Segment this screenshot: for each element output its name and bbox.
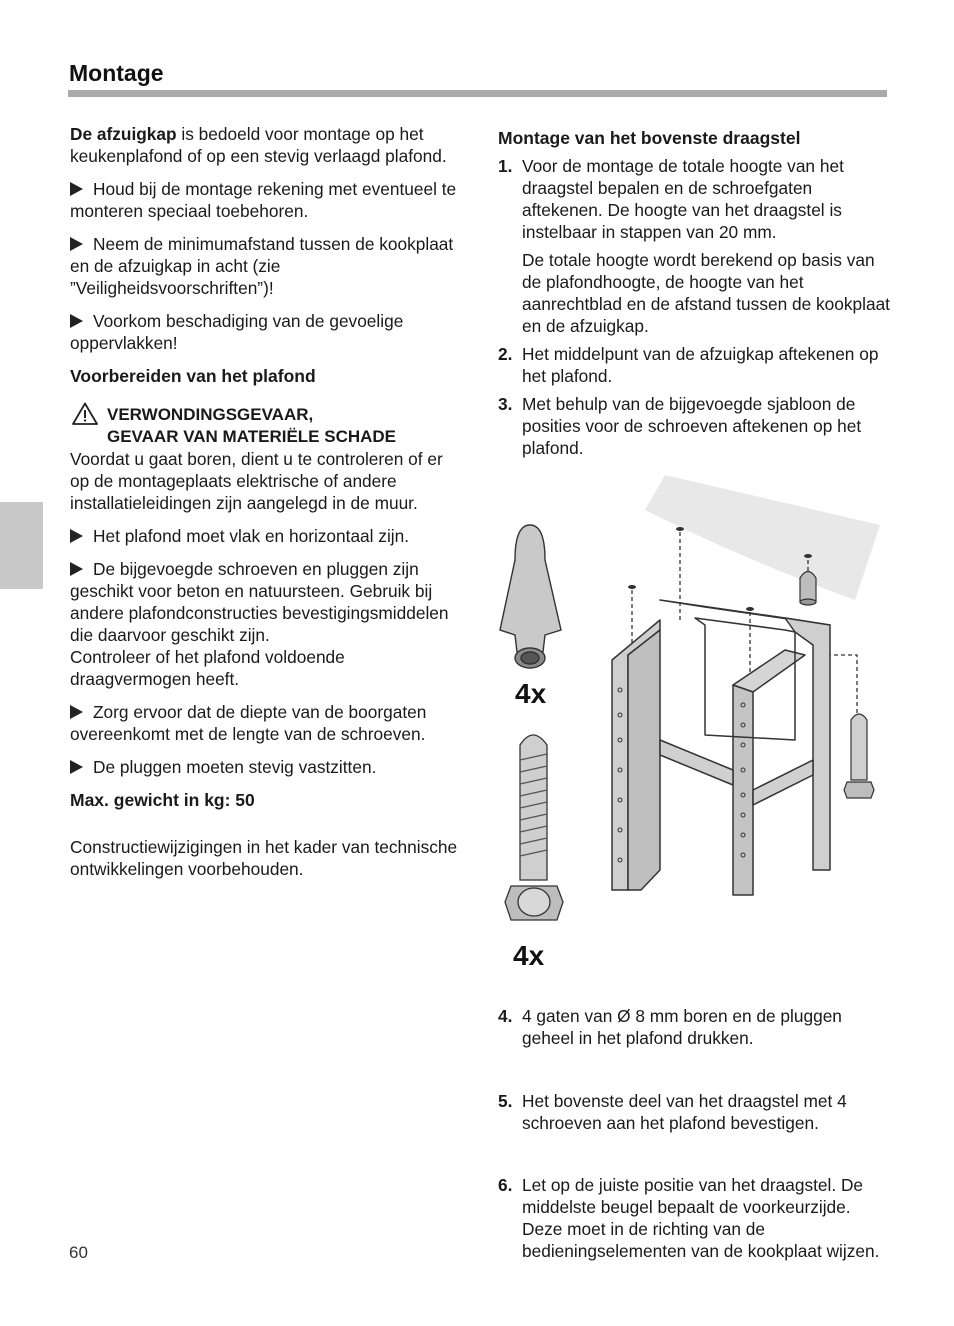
page-title: Montage [69,60,164,86]
arrow-right-icon [70,529,83,543]
step-1 [498,155,890,337]
arrow-right-icon [70,705,83,719]
arrow-right-icon [70,314,83,328]
warning-block [70,404,465,448]
note-5 [70,558,465,646]
step-extra-text: De totale hoogte wordt berekend op basis van de plafondhoogte, de hoogte van het aanrechtblad en de afstand tussen de kookplaat en de afzuigkap. [522,250,890,336]
right-heading: Montage van het bovenste draagstel [498,128,801,148]
step-text: Met behulp van de bijgevoegde sjabloon de posities voor de schroeven aftekenen op het plafond. [522,394,862,458]
step-number: 5. [498,1090,513,1111]
note-text: Neem de minimumafstand tussen de kookplaat en de afzuigkap in acht (zie ”Veiligheidsvoorschriften”)! [70,234,454,298]
note-5-extra: Controleer of het plafond voldoende draagvermogen heeft. [70,647,345,689]
screw-small [844,714,874,798]
note-3 [70,310,465,354]
title-rule [68,90,887,97]
arrow-right-icon [70,562,83,576]
note-4 [70,525,465,547]
warning-line-1: VERWONDINGSGEVAAR, [107,405,314,424]
step-text: Let op de juiste positie van het draagstel. De middelste beugel bepaalt de voorkeurzijde. Deze moet in de richting van de bedieningselementen van de kookplaat wijzen. [522,1175,880,1262]
step-2 [498,343,890,387]
plug-small [800,572,816,606]
support-frame [612,600,830,895]
note-6 [70,701,465,745]
screw-large [505,735,563,920]
max-weight: Max. gewicht in kg: 50 [70,790,255,810]
step-3 [498,393,890,459]
step-number: 2. [498,344,513,364]
arrow-right-icon [70,182,83,196]
step-4 [498,1005,890,1049]
note-2 [70,233,465,299]
note-text: De bijgevoegde schroeven en pluggen zijn geschikt voor beton en natuursteen. Gebruik bij andere plafondconstructies bevestigingsmiddelen die daarvoor geschikt zijn. [70,559,449,645]
warning-line-2: GEVAAR VAN MATERIËLE SCHADE [107,427,397,446]
step-text: Het middelpunt van de afzuigkap aftekenen op het plafond. [522,344,879,386]
step-number: 4. [498,1006,513,1027]
warning-text: Voordat u gaat boren, dient u te controleren of er op de montageplaats elektrische of andere installatieleidingen zijn aangelegd in de muur. [70,449,443,513]
step-text: 4 gaten van Ø 8 mm boren en de pluggen geheel in het plafond drukken. [522,1006,842,1049]
note-text: Voorkom beschadiging van de gevoelige oppervlakken! [70,311,404,353]
step-text: Het bovenste deel van het draagstel met 4 schroeven aan het plafond bevestigen. [522,1090,847,1133]
note-text: Zorg ervoor dat de diepte van de boorgaten overeenkomt met de lengte van de schroeven. [70,702,427,744]
note-text: Het plafond moet vlak en horizontaal zijn. [93,526,410,546]
intro-text: is bedoeld voor montage op het keukenplafond of op een stevig verlaagd plafond. [70,124,447,166]
intro-paragraph [70,123,465,167]
intro-bold: De afzuigkap [70,124,177,144]
step-number: 3. [498,394,513,414]
note-7 [70,756,465,778]
step-6 [498,1174,890,1262]
note-text: Houd bij de montage rekening met eventueel te monteren speciaal toebehoren. [70,179,457,221]
step-number: 6. [498,1175,513,1196]
mounting-illustration [495,470,895,980]
page-number: 60 [69,1243,88,1262]
section-heading: Voorbereiden van het plafond [70,366,316,386]
left-column [70,123,465,880]
footer-note: Constructiewijzigingen in het kader van technische ontwikkelingen voorbehouden. [70,837,458,879]
note-text: De pluggen moeten stevig vastzitten. [93,757,377,777]
figure-label-plugs: 4x [515,678,547,709]
warning-icon [72,402,98,425]
arrow-right-icon [70,237,83,251]
side-tab [0,502,43,589]
figure-label-screws: 4x [513,940,545,971]
step-number: 1. [498,156,513,176]
note-1 [70,178,465,222]
step-5 [498,1090,890,1134]
right-column [498,127,890,459]
arrow-right-icon [70,760,83,774]
steps-continued [498,988,890,1280]
wall-plug [500,525,561,668]
step-text: Voor de montage de totale hoogte van het draagstel bepalen en de schroefgaten aftekenen. De hoogte van het draagstel is instelbaar in stappen van 20 mm. [522,156,844,242]
